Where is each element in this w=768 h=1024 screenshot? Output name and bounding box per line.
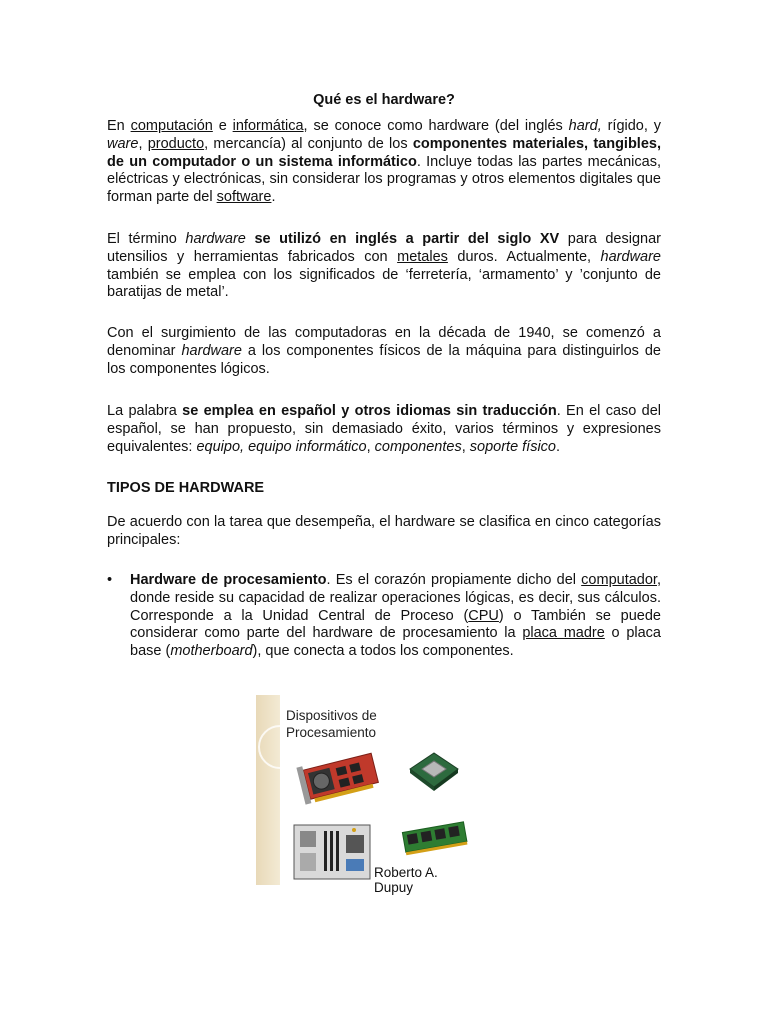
text: duros. Actualmente, [447,248,601,265]
text: e [212,118,233,134]
italic-term: hard, [568,118,602,134]
paragraph-categories [107,514,661,550]
text: para designar utensilios y herramientas fabricados con [107,231,661,265]
link-producto[interactable]: producto [147,135,205,152]
text: , [366,438,375,455]
motherboard-icon [290,821,374,883]
bullet-icon: • [107,572,113,588]
paragraph-term-origin [107,231,661,302]
italic-term: motherboard [170,643,253,660]
figure-title-line: Procesamiento [286,725,377,740]
text: . [556,438,561,455]
text: ) o También se puede considerar como parte del hardware de procesamiento la [130,607,661,642]
text: En [107,118,131,134]
text: , [461,438,470,455]
text: o placa base ( [130,625,661,660]
text: . En el caso del español, se han propuesto, sin demasiado éxito, varios términos y expresiones equivalentes: [107,403,661,455]
italic-term: ware [107,135,139,152]
cpu-icon [406,747,462,799]
text: rígido, y [601,118,662,134]
bold-text: Hardware de procesamiento [130,572,327,588]
ram-module-icon [400,819,470,859]
figure-author: Roberto A. Dupuy [374,865,438,895]
bold-text: se utilizó en inglés a partir del siglo XV [254,231,560,247]
bold-text: se emplea en español y otros idiomas sin traducción [182,403,557,419]
italic-term: hardware [600,248,661,265]
link-metales[interactable]: metales [397,248,448,265]
paragraph-intro [107,118,661,207]
bold-text: componentes materiales, tangibles, de un computador o un sistema informático [107,135,661,170]
processing-devices-figure [256,695,477,895]
text: De acuerdo con la tarea que desempeña, el hardware se clasifica en cinco categorías principales: [107,514,661,548]
figure-title-line: Dispositivos de [286,708,377,723]
text: , mercancía) al conjunto de los [204,135,413,152]
italic-term: equipo, equipo informático [196,438,367,455]
list-item-text [130,572,661,661]
text: también se emplea con los significados de ‘ferretería, ‘armamento’ y ’conjunto de baratijas de metal’. [107,266,661,301]
text: . [271,189,276,206]
text: ), que conecta a todos los componentes. [252,643,514,660]
italic-term: hardware [181,342,242,359]
text: La palabra [107,403,183,419]
paragraph-history [107,325,661,378]
graphics-card-icon [300,747,384,807]
link-placa-madre[interactable]: placa madre [522,625,605,642]
text: . Es el corazón propiamente dicho del [326,572,582,588]
italic-term: componentes [374,438,462,455]
paragraph-spanish [107,403,661,456]
italic-term: hardware [185,231,246,247]
link-computacion[interactable]: computación [130,118,213,134]
italic-term: soporte físico [469,438,557,455]
text: , donde reside su capacidad de realizar operaciones lógicas, es decir, sus cálculos. Corresponde a la Unidad Central de Proceso ( [130,572,661,624]
text: Con el surgimiento de las computadoras en la década de 1940, se comenzó a denominar [107,325,661,359]
text: , [138,135,148,152]
text: El término [107,231,186,247]
text: , se conoce como hardware (del inglés [303,118,569,134]
figure-title [286,707,377,741]
text: . Incluye todas las partes mecánicas, eléctricas y electrónicas, sin considerar los programas y otros elementos digitales que forman parte del [107,153,661,206]
link-software[interactable]: software [216,189,272,206]
link-informatica[interactable]: informática [232,118,304,134]
link-cpu[interactable]: CPU [468,607,499,624]
text: a los componentes físicos de la máquina para distinguirlos de los componentes lógicos. [107,342,661,377]
section-heading: TIPOS DE HARDWARE [107,480,265,496]
decorative-band [256,695,280,885]
page-title: Qué es el hardware? [313,92,455,108]
link-computador[interactable]: computador [581,572,657,588]
